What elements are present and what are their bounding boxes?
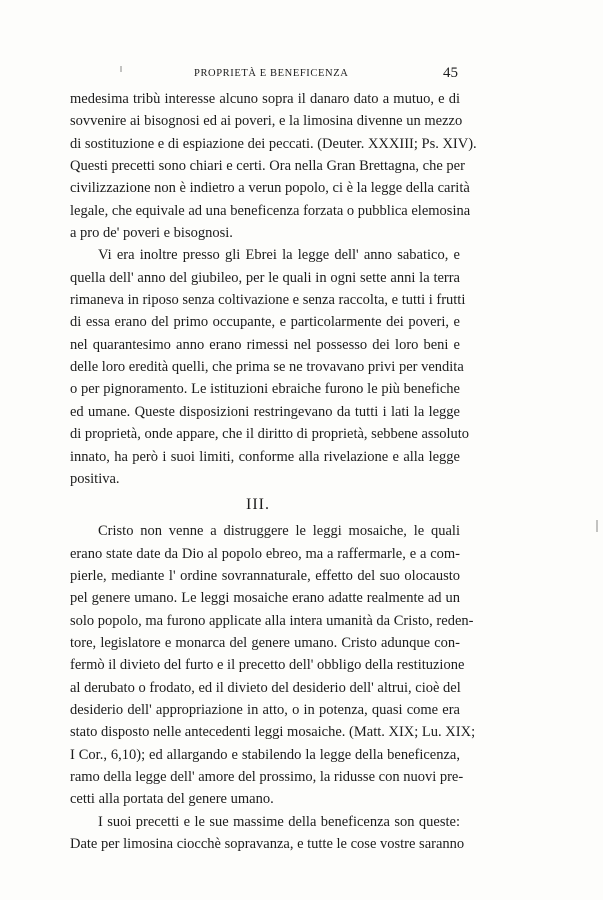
text-line: medesima tribù interesse alcuno sopra il danaro dato a mutuo, e di [70,91,460,107]
text-line: sovvenire ai bisognosi ed ai poveri, e la limosina divenne un mezzo [70,113,463,130]
text-line: nel quarantesimo anno erano rimessi nel possesso dei loro beni e [70,336,460,353]
text-line: pierle, mediante l' ordine sovrannaturale, effetto del suo olocausto [70,567,460,584]
text-line: a pro de' poveri e bisognosi. [70,225,233,242]
body-text [70,88,477,855]
text-line: Date per limosina ciocchè sopravanza, e tutte le cose vostre saranno [70,836,465,852]
page-number: 45 [443,65,458,81]
margin-smudge [596,520,598,532]
text-line: Cristo non venne a distruggere le leggi mosaiche, le quali [98,523,460,540]
text-line: rimaneva in riposo senza coltivazione e senza raccolta, e tutti i frutti [70,292,466,309]
text-line: di essa erano del primo occupante, e particolarmente dei poveri, e [70,314,460,331]
running-title: PROPRIETÀ E BENEFICENZA [194,68,349,79]
text-line: desiderio dell' appropriazione in atto, o in potenza, quasi come era [70,701,460,718]
text-section-before-heading [70,88,477,490]
running-head [70,65,460,84]
text-line: ramo della legge dell' amore del prossimo, la ridusse con nuovi pre- [70,768,464,785]
text-line: delle loro eredità quelli, che prima se ne trovavano privi per vendita [70,359,464,376]
margin-smudge [120,66,122,72]
text-line: al derubato o frodato, ed il divieto del desiderio dell' altrui, cioè del [70,679,461,696]
text-line: positiva. [70,470,120,487]
text-line: civilizzazione non è indietro a verun popolo, ci è la legge della carità [70,180,470,197]
text-line: Vi era inoltre presso gli Ebrei la legge dell' anno sabatico, e [98,247,460,264]
text-line: Questi precetti sono chiari e certi. Ora nella Gran Brettagna, che per [70,158,465,175]
text-line: cetti alla portata del genere umano. [70,791,274,808]
section-heading [70,490,460,520]
text-line: legale, che equivale ad una beneficenza forzata o pubblica elemosina [70,202,471,219]
text-line: o per pignoramento. Le istituzioni ebraiche furono le più benefiche [70,381,460,398]
text-line: I suoi precetti e le sue massime della beneficenza son queste: [98,813,460,830]
text-line: quella dell' anno del giubileo, per le quali in ogni sette anni la terra [70,269,460,286]
text-line: pel genere umano. Le leggi mosaiche erano adatte realmente ad un [70,590,460,607]
section-number: III. [246,496,270,514]
text-line: ed umane. Queste disposizioni restringevano da tutti i lati la legge [70,403,460,420]
text-line: innato, ha però i suoi limiti, conforme alla rivelazione e alla legge [70,448,460,465]
text-section-after-heading [70,520,476,855]
text-line: di sostituzione e di espiazione dei peccati. (Deuter. XXXIII; Ps. XIV). [70,135,477,152]
text-line: erano state date da Dio al popolo ebreo, ma a raffermarle, e a com- [70,545,460,562]
text-line: tore, legislatore e monarca del genere umano. Cristo adunque con- [70,634,460,651]
text-line: stato disposto nelle antecedenti leggi mosaiche. (Matt. XIX; Lu. XIX; [70,724,476,741]
text-line: fermò il divieto del furto e il precetto dell' obbligo della restituzione [70,657,465,674]
text-line: solo popolo, ma furono applicate alla intera umanità da Cristo, reden- [70,612,474,629]
text-line: di proprietà, onde appare, che il diritto di proprietà, sebbene assoluto [70,426,470,443]
text-line: I Cor., 6,10); ed allargando e stabilendo la legge della beneficenza, [70,746,460,763]
